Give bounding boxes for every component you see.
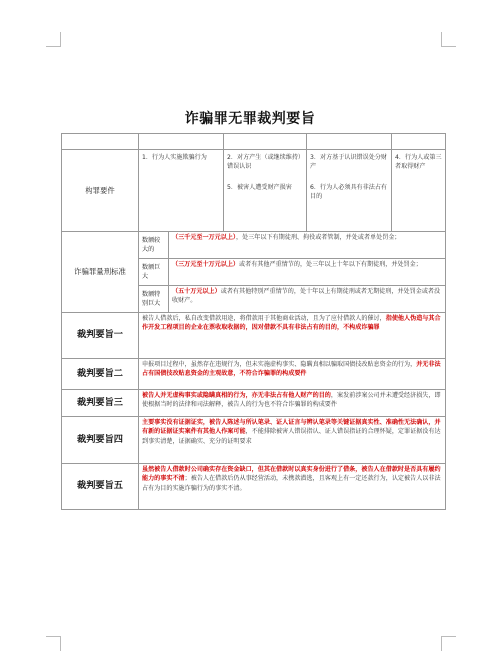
ruling-point-label: 裁判要旨一 xyxy=(62,313,139,359)
standard-label: 数额特别巨大 xyxy=(139,286,169,313)
standard-detail: ，处三年以下有期徒刑、拘役或者管制，并处或者单处罚金； xyxy=(235,234,401,241)
element-cell-1 xyxy=(139,150,224,232)
ruling-point-text xyxy=(139,390,446,417)
ruling-point-label: 裁判要旨五 xyxy=(62,464,139,510)
element-cell-3 xyxy=(307,150,392,232)
element-2: 2．对方产生（或继续维持）错误认识 xyxy=(227,154,301,171)
page-title: 诈骗罪无罪裁判要旨 xyxy=(184,111,316,127)
crop-mark-top-left xyxy=(46,32,61,47)
ruling-point-highlight: 虽然被告人借款时公司确实存在资金缺口，但其在借款时以真实身份进行了借条，被告人在借款时是否具有履约能力的事实不清 xyxy=(142,466,441,483)
ruling-point-row xyxy=(62,359,446,390)
crop-mark-top-right xyxy=(441,32,456,47)
standard-detail: 或者有其他严重情节的，处三年以上十年以下有期徒刑，并处罚金； xyxy=(239,261,422,268)
ruling-point-plain: ，不能排除被害人错误指认、证人错误指证的合理怀疑，定罪证据没有达到事实清楚，证据确实、充分的证明要求 xyxy=(142,428,441,445)
ruling-point-label: 裁判要旨三 xyxy=(62,390,139,417)
standard-label: 数额巨大 xyxy=(139,259,169,286)
ruling-point-row xyxy=(62,390,446,417)
standard-text xyxy=(169,232,446,259)
ruling-point-highlight: 主要事实没有证据证实，被告人陈述与所认笔录、证人证言与辨认笔录等关键证据真实性、准确性无法确认，并有新的证据证实案件有其他人作案可能 xyxy=(142,419,441,436)
ruling-point-highlight: 指使他人伪造与其合作开发工程项目的企业在票收取收据的，因对借款不具有非法占有的目的，不构成诈骗罪 xyxy=(142,315,441,332)
standard-row xyxy=(62,232,446,259)
ruling-point-text xyxy=(139,359,446,390)
standard-amount: （三千元至一万元以上） xyxy=(172,234,236,241)
table-header-row xyxy=(62,134,446,150)
crop-mark-bottom-right xyxy=(441,636,456,651)
standard-text xyxy=(169,259,446,286)
element-1: 1．行为人实施欺骗行为 xyxy=(142,154,207,161)
ruling-point-highlight: 被告人并无虚构事实或隐瞒真相的行为，亦无非法占有他人财产的目的 xyxy=(142,392,331,399)
ruling-point-highlight: 并无非法占有国债技改贴息资金的主观故意，不符合诈骗罪的构成要件 xyxy=(142,361,441,378)
element-cell-4 xyxy=(392,150,446,232)
element-4: 4．行为人或第三者取得财产 xyxy=(395,154,442,171)
ruling-point-text xyxy=(139,464,446,510)
ruling-point-plain: ，案发前涉案公司并未遭受经济损失，即使根据当时的法律和司法解释，被告人的行为也不符合诈骗罪的构成要件 xyxy=(142,392,441,409)
ruling-point-label: 裁判要旨四 xyxy=(62,417,139,464)
standards-heading: 诈骗罪量刑标准 xyxy=(62,232,139,313)
standard-detail: 或者有其他特别严重情节的，处十年以上有期徒刑或者无期徒刑，并处罚金或者没收财产。 xyxy=(172,288,441,305)
element-cell-2 xyxy=(224,150,307,232)
ruling-point-row xyxy=(62,313,446,359)
element-3: 3．对方基于认识错误处分财产 xyxy=(310,154,388,171)
ruling-point-plain: ；被告人在借款后仍从事经营活动，未携款潜逃，且客观上有一定还款行为，认定被告人以非法占有为目的实施诈骗行为的事实不清。 xyxy=(142,475,441,492)
elements-heading: 构罪要件 xyxy=(62,150,139,232)
ruling-point-plain: 被告人借款后，私自改变借款用途，将借款用于其他商业活动，且为了应付借款人的催讨， xyxy=(142,315,386,322)
standard-text xyxy=(169,286,446,313)
ruling-point-row xyxy=(62,464,446,510)
elements-row xyxy=(62,150,446,232)
ruling-point-text xyxy=(139,313,446,359)
ruling-point-text xyxy=(139,417,446,464)
standard-amount: （五十万元以上） xyxy=(172,288,221,295)
ruling-table xyxy=(61,133,446,510)
standard-label: 数额较大的 xyxy=(139,232,169,259)
crop-mark-bottom-left xyxy=(46,636,61,651)
ruling-point-plain: 申报项目过程中，虽然存在违规行为，但未实施虚构事实、隐瞒真相以骗取国债技改贴息资金的行为， xyxy=(142,361,417,368)
standard-amount: （三万元至十万元以上） xyxy=(172,261,240,268)
element-5: 5．被害人遭受财产损害 xyxy=(227,183,292,191)
ruling-point-label: 裁判要旨二 xyxy=(62,359,139,390)
ruling-point-row xyxy=(62,417,446,464)
element-6: 6．行为人必须具有非法占有目的 xyxy=(310,183,388,201)
